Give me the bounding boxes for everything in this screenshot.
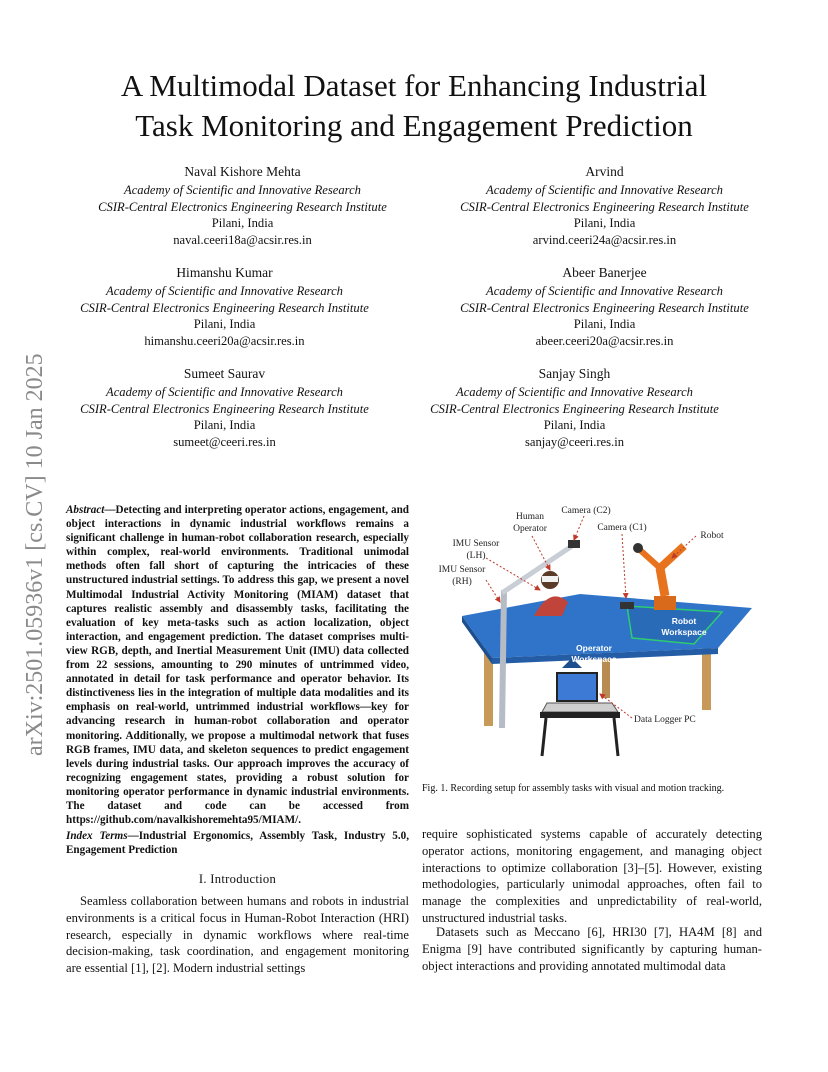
- author-location: Pilani, India: [573, 216, 636, 231]
- author-affiliation: CSIR-Central Electronics Engineering Research Institute: [80, 300, 369, 315]
- author-name: Himanshu Kumar: [176, 265, 273, 280]
- author-block-1: [60, 164, 425, 249]
- abstract-text: —Detecting and interpreting operator actions, engagement, and object interactions in dynamic industrial workflows remains a significant challenge in human-robot collaboration research, especially within complex, real-world environments. Traditional unimodal methods often fall short of capturing the intricacies of these unstructured industrial settings. To address this gap, we present a novel Multimodal Industrial Activity Monitoring (MIAM) dataset that captures realistic assembly and disassembly tasks, facilitating the evaluation of key meta-tasks such as action localization, object interaction, and engagement prediction. The dataset comprises multi-view RGB, depth, and Inertial Measurement Unit (IMU) data collected from 22 sessions, amounting to 290 minutes of untrimmed video, annotated in detail for task performance and operator behavior. Its distinctiveness lies in the integration of multiple data modalities and its emphasis on real-world, untrimmed industrial workflows—key for advancing research in human-robot collaboration and operator monitoring. Additionally, we propose a multimodal network that fuses RGB frames, IMU data, and skeleton sequences to predict engagement levels during industrial tasks. Our approach improves the accuracy of recognizing engagement states, providing a robust solution for monitoring operator performance in dynamic industrial environments. The dataset and code can be accessed from https://github.com/navalkishoremehta95/MIAM/.: [66, 504, 409, 827]
- label-robot: Robot: [700, 531, 724, 541]
- robot-arm-lower: [660, 568, 665, 596]
- label-operator-workspace: Operator: [576, 643, 612, 653]
- body-paragraph: require sophisticated systems capable of accurately detecting operator actions, monitoring engagement, and managing object interactions to optimize collaboration [3]–[5]. However, existing methodologies, particularly unimodal approaches, often fail to manage the complexities and unpredictability of real-world, unstructured industrial tasks.: [422, 827, 762, 925]
- author-affiliation: Academy of Scientific and Innovative Research: [106, 283, 343, 298]
- label-data-logger: Data Logger PC: [634, 715, 696, 725]
- author-affiliation: Academy of Scientific and Innovative Research: [486, 182, 723, 197]
- author-email: abeer.ceeri20a@acsir.res.in: [535, 334, 674, 349]
- body-paragraph: Datasets such as Meccano [6], HRI30 [7], HA4M [8] and Enigma [9] have contributed significantly by capturing human-object interactions and providing annotated multimodal data: [422, 925, 762, 973]
- label-imu-lh: IMU Sensor: [452, 539, 500, 549]
- index-terms-text: —Industrial Ergonomics, Assembly Task, Industry 5.0, Engagement Prediction: [66, 830, 409, 857]
- title-line-2: Task Monitoring and Engagement Prediction: [135, 108, 693, 143]
- author-name: Sanjay Singh: [538, 366, 611, 381]
- callout-arrow: [486, 580, 500, 602]
- logger-stand-leg: [542, 718, 546, 756]
- label-imu-lh: (LH): [466, 551, 486, 561]
- camera-c2-device: [568, 540, 580, 548]
- author-affiliation: Academy of Scientific and Innovative Research: [486, 283, 723, 298]
- abstract-label: Abstract: [66, 504, 105, 516]
- logger-laptop-screen: [557, 673, 597, 701]
- label-human-operator: Human: [516, 512, 544, 522]
- callout-arrow: [622, 534, 626, 598]
- author-affiliation: CSIR-Central Electronics Engineering Research Institute: [80, 401, 369, 416]
- author-affiliation: Academy of Scientific and Innovative Research: [106, 384, 343, 399]
- title-line-1: A Multimodal Dataset for Enhancing Industrial: [120, 68, 708, 103]
- arxiv-identifier-stamp: [14, 290, 50, 760]
- logger-stand-leg: [614, 718, 618, 756]
- author-name: Sumeet Saurav: [183, 366, 266, 381]
- operator-headset: [542, 576, 558, 582]
- label-imu-rh: (RH): [452, 577, 472, 587]
- label-imu-rh: IMU Sensor: [438, 565, 486, 575]
- label-operator-workspace: Workspace: [571, 654, 617, 664]
- robot-gripper: [633, 543, 643, 553]
- author-affiliation: CSIR-Central Electronics Engineering Research Institute: [98, 199, 387, 214]
- callout-arrow: [574, 516, 584, 540]
- intro-paragraph: Seamless collaboration between humans and robots in industrial environments is a critical focus in Human-Robot Interaction (HRI) research, especially in dynamic workflows where real-time decision-making, task coordination, and engagement monitoring are essential [1], [2]. Modern industrial settings: [66, 894, 409, 976]
- arxiv-identifier-text: arXiv:2501.05936v1 [cs.CV] 10 Jan 2025: [22, 353, 48, 756]
- author-name: Naval Kishore Mehta: [184, 164, 301, 179]
- camera-pole: [502, 590, 504, 728]
- author-email: arvind.ceeri24a@acsir.res.in: [532, 233, 677, 248]
- label-human-operator: Operator: [513, 524, 547, 534]
- author-location: Pilani, India: [573, 317, 636, 332]
- index-terms-label: Index Terms: [66, 830, 128, 842]
- label-robot-workspace: Robot: [671, 616, 697, 626]
- camera-boom: [502, 546, 572, 593]
- author-affiliation: Academy of Scientific and Innovative Research: [124, 182, 361, 197]
- label-camera-c1: Camera (C1): [597, 523, 647, 533]
- author-name: Arvind: [585, 164, 624, 179]
- paper-title: [60, 66, 768, 146]
- author-affiliation: Academy of Scientific and Innovative Research: [456, 384, 693, 399]
- figure-recording-setup: [422, 498, 762, 770]
- author-affiliation: CSIR-Central Electronics Engineering Research Institute: [430, 401, 719, 416]
- author-name: Abeer Banerjee: [562, 265, 647, 280]
- author-location: Pilani, India: [193, 317, 256, 332]
- author-block-6: [392, 366, 757, 451]
- author-affiliation: CSIR-Central Electronics Engineering Research Institute: [460, 199, 749, 214]
- author-email: naval.ceeri18a@acsir.res.in: [173, 233, 312, 248]
- author-location: Pilani, India: [193, 418, 256, 433]
- author-email: sumeet@ceeri.res.in: [173, 435, 276, 450]
- camera-c1-device: [620, 602, 634, 609]
- author-email: sanjay@ceeri.res.in: [524, 435, 624, 450]
- author-block-3: [42, 265, 407, 350]
- author-affiliation: CSIR-Central Electronics Engineering Research Institute: [460, 300, 749, 315]
- section-heading: I. Introduction: [198, 872, 277, 886]
- author-email: himanshu.ceeri20a@acsir.res.in: [144, 334, 305, 349]
- index-terms: [66, 829, 409, 857]
- logger-stand-top: [540, 712, 620, 718]
- author-block-2: [422, 164, 787, 249]
- author-location: Pilani, India: [543, 418, 606, 433]
- figure-caption: Fig. 1. Recording setup for assembly tasks with visual and motion tracking.: [422, 783, 725, 794]
- author-block-5: [42, 366, 407, 451]
- logger-laptop-base: [542, 703, 618, 712]
- author-location: Pilani, India: [211, 216, 274, 231]
- label-robot-workspace: Workspace: [661, 627, 707, 637]
- robot-arm-upper: [660, 546, 684, 568]
- robot-arm-wrist: [640, 550, 660, 568]
- label-camera-c2: Camera (C2): [561, 506, 611, 516]
- author-block-4: [422, 265, 787, 350]
- robot-base: [654, 596, 676, 610]
- abstract: [66, 503, 409, 827]
